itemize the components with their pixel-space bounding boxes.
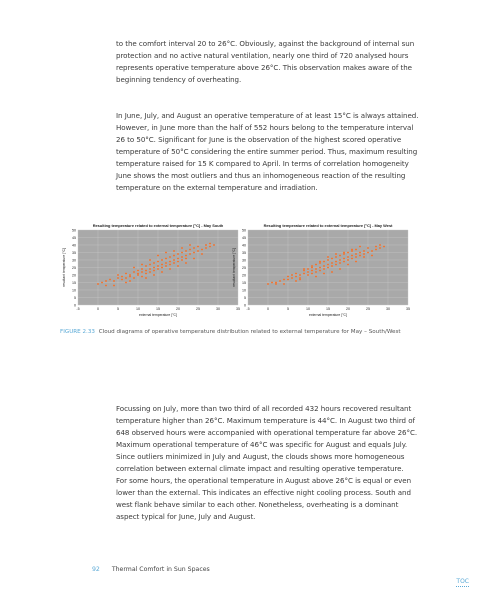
data-point	[189, 244, 191, 246]
data-point	[355, 261, 357, 263]
data-point	[201, 253, 203, 255]
data-point	[189, 249, 191, 251]
data-point	[323, 261, 325, 263]
data-point	[351, 258, 353, 260]
x-tick-label: 0	[97, 307, 99, 311]
data-point	[315, 271, 317, 273]
x-tick-label: 5	[117, 307, 119, 311]
data-point	[157, 261, 159, 263]
x-tick-label: 10	[306, 307, 310, 311]
data-point	[125, 282, 127, 284]
data-point	[307, 271, 309, 273]
data-point	[267, 283, 269, 285]
y-tick-label: 25	[242, 265, 246, 270]
data-point	[177, 258, 179, 260]
y-axis-label: resultant temperature [°C]	[62, 248, 66, 287]
x-tick-label: 15	[156, 307, 160, 311]
data-point	[157, 265, 159, 267]
data-point	[379, 244, 381, 246]
x-tick-label: 15	[326, 307, 330, 311]
page-footer	[92, 566, 210, 573]
data-point	[137, 270, 139, 272]
data-point	[133, 277, 135, 279]
data-point	[359, 252, 361, 254]
data-point	[315, 276, 317, 278]
data-point	[205, 247, 207, 249]
data-point	[113, 285, 115, 287]
x-tick-label: 20	[176, 307, 180, 311]
data-point	[113, 280, 115, 282]
data-point	[327, 259, 329, 261]
data-point	[153, 267, 155, 269]
data-point	[185, 250, 187, 252]
scatter-chart-may-south	[60, 222, 248, 326]
x-tick-label: -5	[76, 307, 80, 311]
data-point	[173, 262, 175, 264]
y-tick-label: 35	[242, 250, 246, 255]
y-tick-label: 20	[72, 273, 76, 278]
y-tick-label: 5	[74, 295, 76, 300]
data-point	[141, 264, 143, 266]
y-tick-label: 15	[72, 280, 76, 285]
data-point	[145, 273, 147, 275]
paragraph-3: Focussing on July, more than two third of all recorded 432 hours recovered resultant temperature higher than 26°C. Maximum temperature is 44°C. In August two third of 648 observed hours were accompanied with operational temperature far above 26°C. Maximum operational temperature of 46°C was specific for August and equals July. Since outliers minimized in July and August, the clouds shows more homogeneous correlation between external climate impact and resulting operative temperature.	[116, 404, 418, 473]
data-point	[141, 271, 143, 273]
data-point	[121, 276, 123, 278]
y-tick-label: 30	[242, 258, 246, 263]
x-tick-label: 5	[287, 307, 289, 311]
chart-title: Resulting temperature related to external temperature [°C] - May West	[263, 223, 393, 228]
data-point	[209, 243, 211, 245]
data-point	[343, 261, 345, 263]
data-point	[193, 252, 195, 254]
data-point	[335, 256, 337, 258]
data-point	[307, 274, 309, 276]
data-point	[299, 279, 301, 281]
data-point	[307, 268, 309, 270]
x-tick-label: 25	[366, 307, 370, 311]
y-tick-label: 50	[72, 228, 76, 233]
data-point	[335, 264, 337, 266]
data-point	[145, 265, 147, 267]
data-point	[375, 249, 377, 251]
y-tick-label: 25	[72, 265, 76, 270]
data-point	[335, 261, 337, 263]
y-tick-label: 15	[242, 280, 246, 285]
data-point	[315, 264, 317, 266]
x-tick-label: 35	[406, 307, 410, 311]
data-point	[193, 247, 195, 249]
y-tick-label: 40	[72, 243, 76, 248]
data-point	[343, 252, 345, 254]
data-point	[161, 267, 163, 269]
data-point	[149, 271, 151, 273]
data-point	[149, 264, 151, 266]
data-point	[359, 255, 361, 257]
x-tick-label: 30	[216, 307, 220, 311]
data-point	[97, 283, 99, 285]
data-point	[105, 280, 107, 282]
data-point	[339, 262, 341, 264]
data-point	[295, 280, 297, 282]
data-point	[173, 259, 175, 261]
data-point	[315, 268, 317, 270]
data-point	[129, 276, 131, 278]
x-tick-label: 0	[267, 307, 269, 311]
data-point	[319, 267, 321, 269]
data-point	[367, 247, 369, 249]
data-point	[311, 273, 313, 275]
data-point	[299, 274, 301, 276]
data-point	[173, 250, 175, 252]
data-point	[153, 270, 155, 272]
y-tick-label: 20	[242, 273, 246, 278]
data-point	[279, 280, 281, 282]
data-point	[101, 282, 103, 284]
data-point	[185, 258, 187, 260]
x-tick-label: 10	[136, 307, 140, 311]
y-tick-label: 45	[72, 235, 76, 240]
figure-caption-text: Cloud diagrams of operative temperature distribution related to external temperature for May – South/West	[98, 329, 401, 335]
x-tick-label: -5	[246, 307, 250, 311]
data-point	[287, 279, 289, 281]
data-point	[105, 285, 107, 287]
data-point	[275, 283, 277, 285]
data-point	[359, 246, 361, 248]
data-point	[141, 268, 143, 270]
data-point	[367, 252, 369, 254]
data-point	[351, 255, 353, 257]
y-tick-label: 0	[74, 303, 76, 308]
data-point	[291, 277, 293, 279]
data-point	[153, 262, 155, 264]
paragraph-1: to the comfort interval 20 to 26°C. Obviously, against the background of internal sun protection and no active natural ventilation, nearly one third of 720 analysed hours represents operative temperature above 26°C. This observation makes aware of the beginning tendency of overheating.	[116, 39, 415, 84]
data-point	[181, 256, 183, 258]
data-point	[375, 246, 377, 248]
data-point	[347, 256, 349, 258]
y-tick-label: 40	[242, 243, 246, 248]
data-point	[177, 253, 179, 255]
footer-title: Thermal Comfort in Sun Spaces	[111, 566, 210, 573]
data-point	[169, 268, 171, 270]
data-point	[117, 274, 119, 276]
scatter-chart-west-svg	[230, 222, 418, 322]
toc-link[interactable]: TOC	[456, 578, 469, 585]
data-point	[169, 264, 171, 266]
x-tick-label: 30	[386, 307, 390, 311]
data-point	[339, 259, 341, 261]
x-axis-label: external temperature [°C]	[139, 313, 177, 317]
data-point	[165, 258, 167, 260]
data-point	[169, 261, 171, 263]
data-point	[295, 276, 297, 278]
scatter-chart-south-svg	[60, 222, 248, 322]
data-point	[371, 250, 373, 252]
data-point	[323, 265, 325, 267]
data-point	[133, 271, 135, 273]
data-point	[331, 258, 333, 260]
y-tick-label: 45	[242, 235, 246, 240]
y-tick-label: 5	[244, 295, 246, 300]
data-point	[355, 253, 357, 255]
data-point	[121, 279, 123, 281]
data-point	[133, 267, 135, 269]
data-point	[311, 270, 313, 272]
x-axis-label: external temperature [°C]	[309, 313, 347, 317]
data-point	[193, 258, 195, 260]
data-point	[287, 276, 289, 278]
figure-label: FIGURE 2.33	[60, 329, 95, 335]
data-point	[363, 250, 365, 252]
x-tick-label: 25	[196, 307, 200, 311]
data-point	[363, 256, 365, 258]
data-point	[355, 256, 357, 258]
y-tick-label: 0	[244, 303, 246, 308]
y-axis-label: resultant temperature [°C]	[232, 248, 236, 287]
data-point	[363, 253, 365, 255]
data-point	[125, 277, 127, 279]
data-point	[311, 265, 313, 267]
scatter-chart-may-west	[230, 222, 418, 326]
data-point	[149, 259, 151, 261]
data-point	[181, 247, 183, 249]
data-point	[213, 244, 215, 246]
data-point	[145, 277, 147, 279]
data-point	[157, 255, 159, 257]
data-point	[323, 268, 325, 270]
data-point	[149, 268, 151, 270]
data-point	[371, 255, 373, 257]
data-point	[141, 276, 143, 278]
y-tick-label: 10	[242, 288, 246, 293]
data-point	[181, 252, 183, 254]
data-point	[291, 274, 293, 276]
data-point	[283, 279, 285, 281]
data-point	[177, 265, 179, 267]
chart-title: Resulting temperature related to external temperature [°C] - May South	[92, 223, 224, 228]
data-point	[165, 265, 167, 267]
data-point	[181, 259, 183, 261]
data-point	[379, 247, 381, 249]
data-point	[319, 261, 321, 263]
data-point	[347, 252, 349, 254]
y-tick-label: 30	[72, 258, 76, 263]
data-point	[125, 273, 127, 275]
data-point	[303, 268, 305, 270]
data-point	[383, 246, 385, 248]
data-point	[339, 255, 341, 257]
data-point	[351, 249, 353, 251]
y-tick-label: 35	[72, 250, 76, 255]
page-number: 92	[92, 566, 100, 573]
data-point	[331, 262, 333, 264]
data-point	[303, 273, 305, 275]
x-tick-label: 35	[236, 307, 240, 311]
data-point	[295, 273, 297, 275]
data-point	[145, 270, 147, 272]
data-point	[347, 259, 349, 261]
y-tick-label: 50	[242, 228, 246, 233]
data-point	[165, 262, 167, 264]
data-point	[197, 246, 199, 248]
data-point	[161, 271, 163, 273]
data-point	[153, 274, 155, 276]
data-point	[197, 250, 199, 252]
data-point	[323, 273, 325, 275]
figure-caption	[60, 329, 401, 335]
data-point	[109, 279, 111, 281]
data-point	[117, 277, 119, 279]
data-point	[129, 280, 131, 282]
data-point	[335, 253, 337, 255]
data-point	[283, 283, 285, 285]
data-point	[185, 255, 187, 257]
data-point	[161, 264, 163, 266]
data-point	[137, 274, 139, 276]
data-point	[327, 264, 329, 266]
data-point	[205, 244, 207, 246]
data-point	[189, 253, 191, 255]
data-point	[331, 265, 333, 267]
y-tick-label: 10	[72, 288, 76, 293]
data-point	[209, 246, 211, 248]
data-point	[157, 268, 159, 270]
data-point	[343, 258, 345, 260]
data-point	[185, 262, 187, 264]
data-point	[339, 268, 341, 270]
x-tick-label: 20	[346, 307, 350, 311]
data-point	[347, 264, 349, 266]
data-point	[173, 255, 175, 257]
data-point	[327, 256, 329, 258]
paragraph-2: In June, July, and August an operative temperature of at least 15°C is always attained. However, in June more than the half of 552 hours belong to the temperature interval 26 to 50°C. Significant for June is the observation of the highest scored operative temperature of 50°C considering the entire summer period. Thus, maximum resulting temperature raised for 15 K compared to April. In terms of correlation homogeneity June shows the most outliers and thus an inhomogeneous reaction of the resulting temperature on the external temperature and irradiation.	[116, 111, 419, 192]
data-point	[169, 256, 171, 258]
data-point	[165, 252, 167, 254]
data-point	[331, 271, 333, 273]
data-point	[327, 267, 329, 269]
data-point	[355, 249, 357, 251]
paragraph-4: For some hours, the operational temperature in August above 26°C is equal or even lower than the external. This indicates an effective night cooling process. South and west flank behave similar to each other. Nonetheless, overheating is a dominant aspect typical for June, July and August.	[116, 476, 412, 521]
data-point	[319, 270, 321, 272]
data-point	[201, 249, 203, 251]
data-point	[271, 282, 273, 284]
data-point	[161, 259, 163, 261]
data-point	[177, 261, 179, 263]
